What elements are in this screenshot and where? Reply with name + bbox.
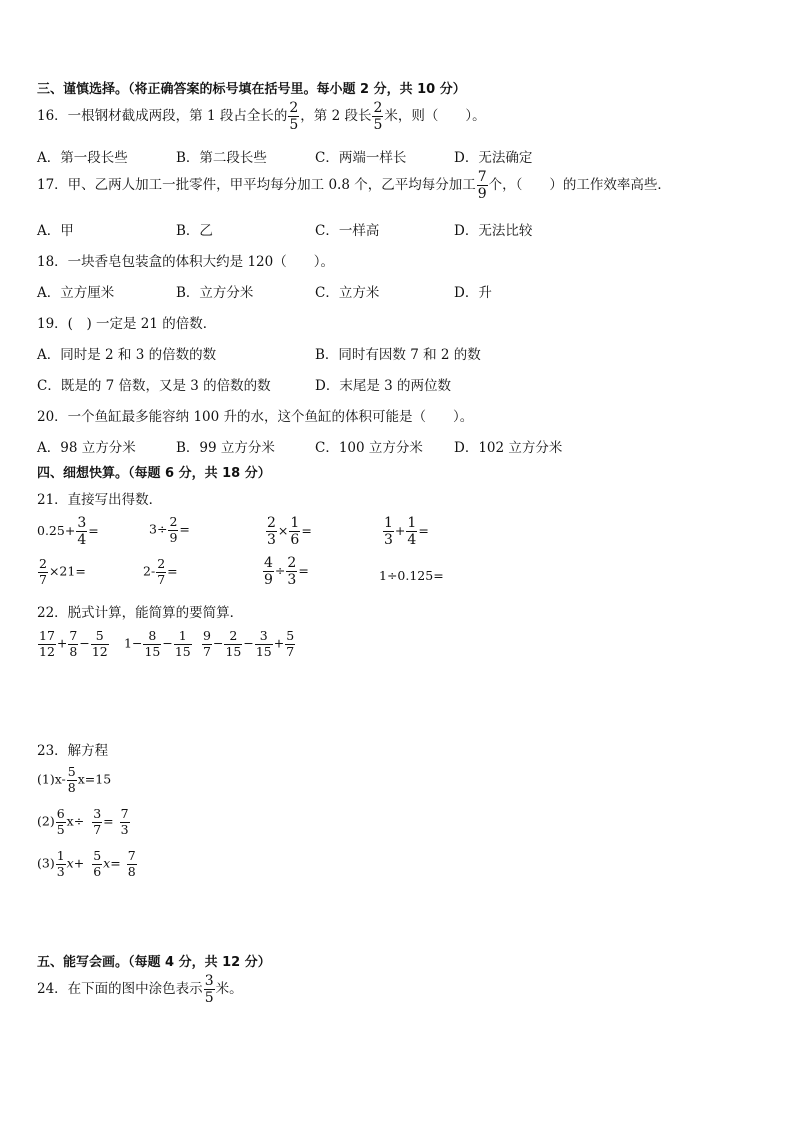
q18-option-b: B．立方分米	[176, 285, 254, 301]
q18-option-d: D．升	[454, 285, 492, 301]
question-19: 19．( ) 一定是 21 的倍数．	[37, 316, 217, 332]
q17-option-c: C．一样高	[315, 223, 380, 239]
q19-option-d: D．末尾是 3 的两位数	[315, 378, 451, 394]
section-5-title: 五、能写会画。（每题 4 分，共 12 分）	[37, 955, 271, 970]
q17-text-2: 个，（ ）的工作效率高些．	[488, 177, 671, 193]
q17-option-d: D．无法比较	[454, 223, 533, 239]
q21-expr-5: $\frac{2}{7}$ ×21=	[39, 556, 86, 587]
q21-expr-3: $\frac{2}{3}$ × $\frac{1}{6}$ =	[267, 515, 312, 548]
q20-option-c: C．100 立方分米	[315, 440, 423, 456]
q20-option-a: A．98 立方分米	[37, 440, 136, 456]
question-22: 22．脱式计算，能简算的要简算．	[37, 605, 244, 621]
q16-option-c: C．两端一样长	[315, 150, 407, 166]
q20-option-b: B．99 立方分米	[176, 440, 275, 456]
question-17	[37, 170, 671, 201]
question-21: 21．直接写出得数．	[37, 492, 163, 508]
q24-text-1: 24．在下面的图中涂色表示	[37, 981, 203, 997]
q21-expr-8: 1÷0.125=	[379, 568, 444, 583]
q17-fraction: $\frac{7}{9}$	[477, 169, 487, 202]
q16-text-3: 米，则（ ）。	[384, 108, 486, 124]
q16-text-1: 16．一根钢材截成两段，第 1 段占全长的	[37, 108, 288, 124]
q17-option-b: B．乙	[176, 223, 213, 239]
q21-expr-6: 2- $\frac{2}{7}$ =	[143, 556, 178, 587]
q21-expr-4: $\frac{1}{3}$ + $\frac{1}{4}$ =	[384, 515, 429, 548]
section-4-title: 四、细想快算。（每题 6 分，共 18 分）	[37, 466, 271, 481]
q24-fraction: $\frac{3}{5}$	[204, 973, 214, 1006]
q18-option-a: A．立方厘米	[37, 285, 115, 301]
q23-equation-2: (2) $\frac{6}{5}$ x÷ $\frac{3}{7}$ = $\frac{7}{3}$	[37, 806, 129, 837]
q24-text-2: 米。	[215, 981, 243, 997]
section-3-title: 三、谨慎选择。（将正确答案的标号填在括号里。每小题 2 分，共 10 分）	[37, 82, 466, 97]
q22-expr-2: 1− $\frac{8}{15}$ − $\frac{1}{15}$	[124, 628, 191, 659]
q21-expr-2: 3÷ $\frac{2}{9}$ =	[149, 514, 190, 545]
question-24	[37, 974, 243, 1005]
q19-option-c: C．既是的 7 倍数，又是 3 的倍数的数	[37, 378, 271, 394]
q16-text-2: ，第 2 段长	[300, 108, 372, 124]
q23-equation-1: (1)x- $\frac{5}{8}$ x=15	[37, 764, 112, 795]
question-20: 20．一个鱼缸最多能容纳 100 升的水，这个鱼缸的体积可能是（ ）。	[37, 409, 474, 425]
q16-option-b: B．第二段长些	[176, 150, 267, 166]
q18-option-c: C．立方米	[315, 285, 380, 301]
q22-expr-1: $\frac{17}{12}$ + $\frac{7}{8}$ − $\frac{5}{12}$	[39, 628, 108, 659]
q16-option-a: A．第一段长些	[37, 150, 128, 166]
question-16	[37, 101, 486, 132]
q16-fraction-1: $\frac{2}{5}$	[289, 100, 299, 133]
q17-option-a: A．甲	[37, 223, 74, 239]
question-23: 23．解方程	[37, 743, 109, 759]
question-18: 18．一块香皂包装盒的体积大约是 120（ ）。	[37, 254, 334, 270]
q16-fraction-2: $\frac{2}{5}$	[373, 100, 383, 133]
q17-text-1: 17．甲、乙两人加工一批零件，甲平均每分加工 0.8 个，乙平均每分加工	[37, 177, 476, 193]
q16-option-d: D．无法确定	[454, 150, 533, 166]
q19-option-a: A．同时是 2 和 3 的倍数的数	[37, 347, 217, 363]
q23-equation-3: (3) $\frac{1}{3}$ x+ $\frac{5}{6}$ x= $\frac{7}{8}$	[37, 848, 136, 879]
q22-expr-3: $\frac{9}{7}$ − $\frac{2}{15}$ − $\frac{3}{15}$ + $\frac{5}{7}$	[203, 628, 295, 659]
q21-expr-1: 0.25+ $\frac{3}{4}$ =	[37, 515, 99, 548]
q20-option-d: D．102 立方分米	[454, 440, 563, 456]
q21-expr-7: $\frac{4}{9}$ ÷ $\frac{2}{3}$ =	[264, 555, 309, 588]
q19-option-b: B．同时有因数 7 和 2 的数	[315, 347, 481, 363]
